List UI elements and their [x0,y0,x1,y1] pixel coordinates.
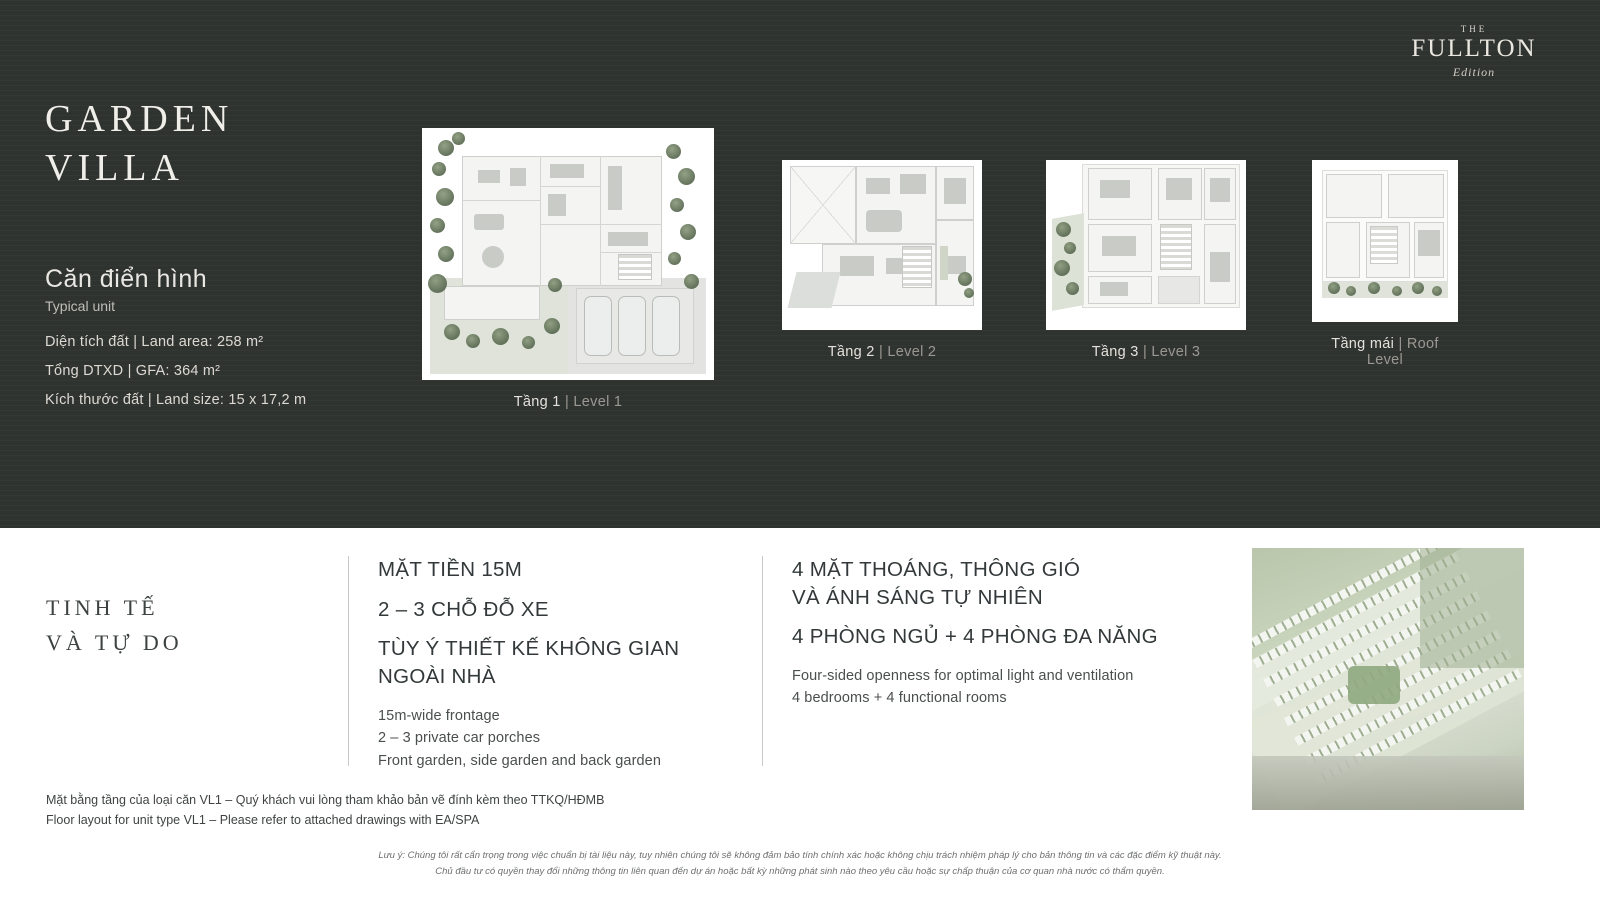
brand-logo [1404,24,1544,80]
feature-2-headline-1-line2: VÀ ÁNH SÁNG TỰ NHIÊN [792,585,1043,609]
disclaimer-line2: Chủ đầu tư có quyền thay đổi những thông tin liên quan đến dự án hoặc bất kỳ những phát sinh nào theo yêu cầu hoặc sự chấp thuận của cơ quan nhà nước có thẩm quyền. [435,866,1165,878]
tagline-line1: TINH TẾ [46,595,159,620]
floorplan-roof[interactable] [1312,160,1458,368]
feature-2-headline-1-line1: 4 MẶT THOÁNG, THÔNG GIÓ [792,558,1081,581]
feature-1-headline-3-line2: NGOÀI NHÀ [378,665,496,689]
floorplan-roof-image [1312,160,1458,322]
unit-info [45,265,306,421]
tagline [46,590,183,660]
footnote-en: Floor layout for unit type VL1 – Please refer to attached drawings with EA/SPA [46,813,480,827]
floorplan-level-1[interactable] [422,128,714,410]
floorplan-roof-caption [1312,336,1458,368]
floorplan-level-2-caption-en: | Level 2 [879,344,937,360]
unit-title-en: Typical unit [45,298,116,314]
disclaimer [0,848,1600,880]
feature-1-headline-1: MẶT TIỀN 15M [378,558,523,581]
divider-right [762,556,763,766]
divider-left [348,556,349,766]
feature-2-sub-line2: 4 bedrooms + 4 functional rooms [792,690,1007,707]
feature-1-headline-3 [378,635,738,690]
feature-1-headline-2: 2 – 3 CHỖ ĐỖ XE [378,597,549,621]
feature-2-headline-1 [792,556,1212,611]
spec-land-size: Kích thước đất | Land size: 15 x 17,2 m [45,392,307,408]
feature-1-sub-line2: 2 – 3 private car porches [378,730,541,747]
tagline-line2: VÀ TỰ DO [46,630,183,656]
spec-gfa: Tổng DTXD | GFA: 364 m² [45,363,221,379]
floorplan-roof-caption-en: | Roof Level [1366,336,1439,368]
page-title-line2: VILLA [45,147,184,190]
page-title [45,95,233,194]
floorplan-level-1-caption-vn: Tầng 1 [513,394,561,410]
spec-land-area: Diện tích đất | Land area: 258 m² [45,334,264,350]
floorplan-level-1-image [422,128,714,380]
floorplan-level-2-caption-vn: Tầng 2 [827,344,875,360]
floorplan-level-3-image [1046,160,1246,330]
feature-2-headline-2: 4 PHÒNG NGỦ + 4 PHÒNG ĐA NĂNG [792,625,1158,649]
feature-2-sub [792,665,1212,710]
feature-1-sub [378,705,738,772]
feature-1-sub-line3: Front garden, side garden and back garden [378,752,662,769]
floorplan-roof-caption-vn: Tầng mái [1331,336,1395,352]
floorplan-level-2-image [782,160,982,330]
floorplan-level-3-caption-en: | Level 3 [1143,344,1201,360]
feature-column-2 [792,556,1212,710]
floorplan-level-3-caption [1046,344,1246,360]
brand-the: THE [1460,24,1488,34]
footnote-vn: Mặt bằng tầng của loại căn VL1 – Quý khách vui lòng tham khảo bản vẽ đính kèm theo TTKQ/HĐMB [46,793,605,807]
floorplan-level-2[interactable] [782,160,982,360]
floorplan-level-2-caption [782,344,982,360]
brand-edition: Edition [1452,65,1496,80]
page-title-line1: GARDEN [45,98,234,140]
feature-1-sub-line1: 15m-wide frontage [378,707,500,724]
unit-title-vn: Căn điển hình [45,265,208,293]
floorplan-level-1-caption-en: | Level 1 [565,394,623,410]
floorplan-level-3[interactable] [1046,160,1246,360]
sitemap-image[interactable] [1252,548,1524,810]
footnote [46,790,604,830]
floorplan-level-1-caption [422,394,714,410]
feature-1-headline-3-line1: TÙY Ý THIẾT KẾ KHÔNG GIAN [378,637,680,661]
feature-2-sub-line1: Four-sided openness for optimal light and ventilation [792,668,1134,685]
feature-column-1 [378,556,738,772]
brand-name: FULLTON [1411,35,1537,62]
disclaimer-line1: Lưu ý: Chúng tôi rất cẩn trọng trong việc chuẩn bị tài liệu này, tuy nhiên chúng tôi sẽ không đảm bảo tính chính xác hoặc không chịu trách nhiệm pháp lý cho bản thông tin và các đặc điểm kỹ thuật này. [378,850,1222,861]
floorplan-level-3-caption-vn: Tầng 3 [1091,344,1139,360]
